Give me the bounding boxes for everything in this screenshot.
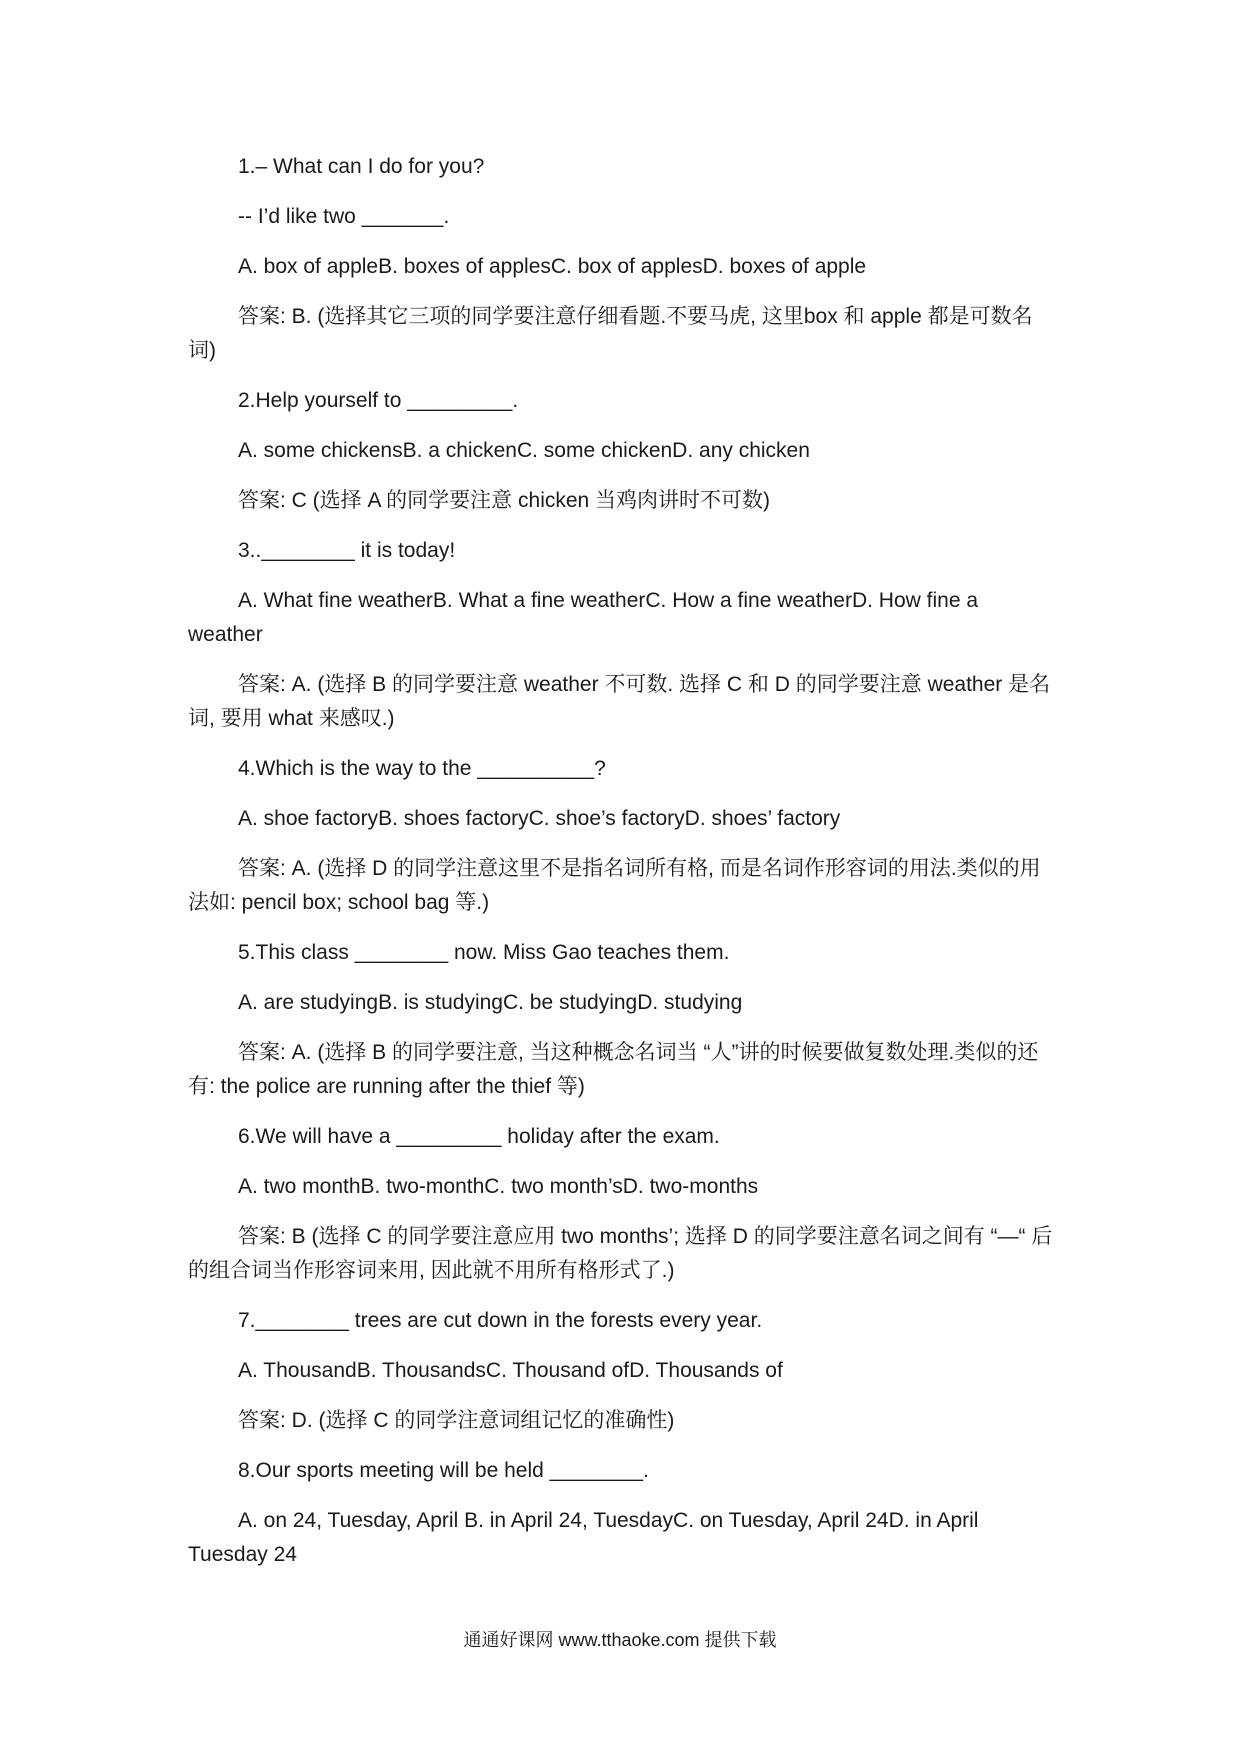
answer-3: 答案: A. (选择 B 的同学要注意 weather 不可数. 选择 C 和 D 的同学要注意 weather 是名词, 要用 what 来感叹.) <box>188 673 1051 730</box>
options-7: A. ThousandB. ThousandsC. Thousand ofD. Thousands of <box>238 1359 783 1382</box>
question-4: 4.Which is the way to the __________? <box>238 757 606 780</box>
question-7: 7.________ trees are cut down in the forests every year. <box>238 1309 763 1332</box>
answer-5: 答案: A. (选择 B 的同学要注意, 当这种概念名词当 “人”讲的时候要做复数处理.类似的还有: the police are running after the thief 等) <box>188 1041 1039 1098</box>
answer-6: 答案: B (选择 C 的同学要注意应用 two months’; 选择 D 的同学要注意名词之间有 “—“ 后的组合词当作形容词来用, 因此就不用所有格形式了.) <box>188 1225 1053 1282</box>
answer-2: 答案: C (选择 A 的同学要注意 chicken 当鸡肉讲时不可数) <box>238 489 771 512</box>
question-1: 1.– What can I do for you? <box>238 155 485 178</box>
options-3: A. What fine weatherB. What a fine weatherC. How a fine weatherD. How fine a weather <box>188 589 979 646</box>
question-5: 5.This class ________ now. Miss Gao teaches them. <box>238 941 730 964</box>
question-3: 3..________ it is today! <box>238 539 456 562</box>
question-1-reply: -- I’d like two _______. <box>238 205 450 228</box>
document-content <box>188 150 1058 1588</box>
options-6: A. two monthB. two-monthC. two month’sD. two-months <box>238 1175 759 1198</box>
answer-1: 答案: B. (选择其它三项的同学要注意仔细看题.不要马虎, 这里box 和 apple 都是可数名词) <box>188 305 1033 362</box>
page-footer: 通通好课网 www.tthaoke.com 提供下载 <box>463 1630 777 1650</box>
question-6: 6.We will have a _________ holiday after the exam. <box>238 1125 720 1148</box>
options-1: A. box of appleB. boxes of applesC. box of applesD. boxes of apple <box>238 255 867 278</box>
question-8: 8.Our sports meeting will be held ________. <box>238 1459 649 1482</box>
options-4: A. shoe factoryB. shoes factoryC. shoe’s factoryD. shoes’ factory <box>238 807 841 830</box>
answer-7: 答案: D. (选择 C 的同学注意词组记忆的准确性) <box>238 1409 675 1432</box>
options-5: A. are studyingB. is studyingC. be studyingD. studying <box>238 991 743 1014</box>
question-2: 2.Help yourself to _________. <box>238 389 519 412</box>
options-2: A. some chickensB. a chickenC. some chickenD. any chicken <box>238 439 810 462</box>
answer-4: 答案: A. (选择 D 的同学注意这里不是指名词所有格, 而是名词作形容词的用法.类似的用法如: pencil box; school bag 等.) <box>188 857 1041 914</box>
options-8: A. on 24, Tuesday, April B. in April 24, TuesdayC. on Tuesday, April 24D. in April Tuesday 24 <box>188 1509 979 1566</box>
